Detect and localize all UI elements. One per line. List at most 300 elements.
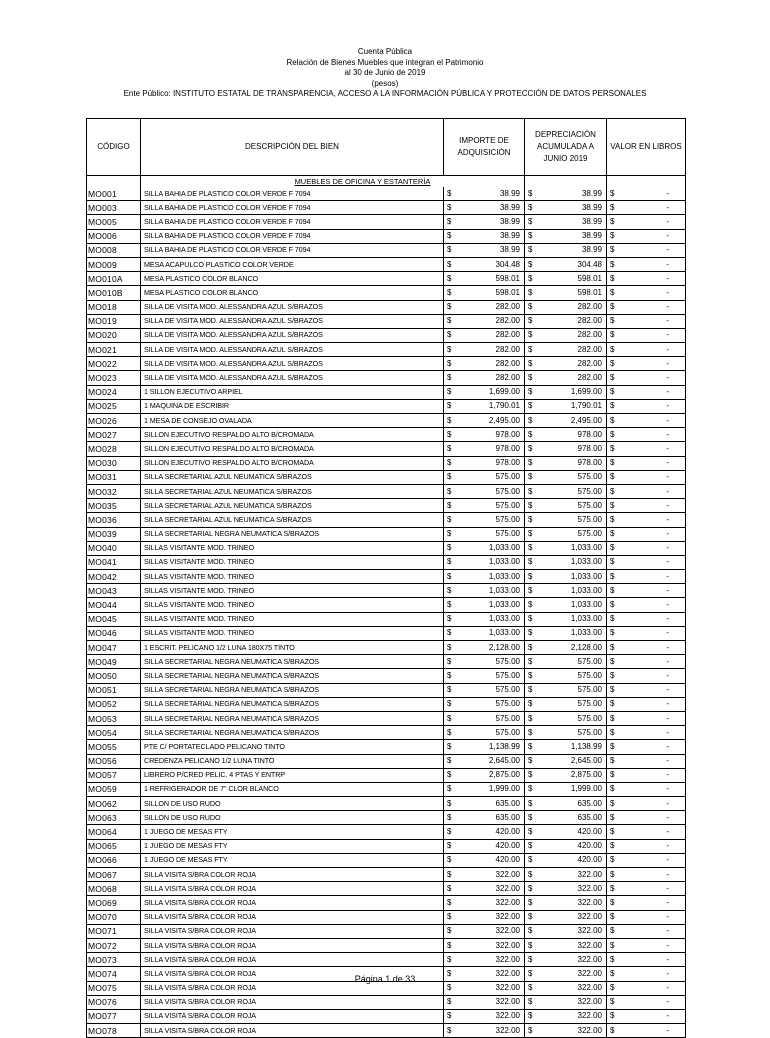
book-value-amount-cell — [607, 229, 686, 243]
table-row — [87, 442, 686, 456]
acquisition-amount: 322.00 — [495, 954, 520, 964]
table-row — [87, 286, 686, 300]
currency-symbol: $ — [610, 387, 615, 397]
asset-code: MO023 — [87, 371, 141, 385]
acquisition-amount: 322.00 — [495, 912, 520, 922]
asset-description: SILLA DE VISITA MOD. ALESSANDRA AZUL S/BRAZOS — [141, 357, 444, 371]
currency-symbol: $ — [447, 997, 452, 1007]
book-value-amount-cell — [607, 669, 686, 683]
currency-symbol: $ — [447, 302, 452, 312]
depreciation-amount: 304.48 — [577, 259, 602, 269]
asset-code: MO040 — [87, 541, 141, 555]
currency-symbol: $ — [610, 571, 615, 581]
table-row — [87, 726, 686, 740]
acquisition-amount: 635.00 — [495, 812, 520, 822]
page-number: Página 1 de 33 — [354, 974, 416, 984]
acquisition-amount-cell — [444, 868, 525, 882]
book-value-amount-cell — [607, 896, 686, 910]
currency-symbol: $ — [610, 458, 615, 468]
acquisition-amount-cell — [444, 825, 525, 839]
table-row — [87, 584, 686, 598]
acquisition-amount: 38.99 — [499, 231, 520, 241]
acquisition-amount-cell — [444, 612, 525, 626]
asset-code: MO009 — [87, 257, 141, 271]
table-row — [87, 924, 686, 938]
book-value-amount: - — [666, 514, 669, 524]
acquisition-amount-cell — [444, 768, 525, 782]
asset-code: MO044 — [87, 598, 141, 612]
currency-symbol: $ — [447, 883, 452, 893]
book-value-amount-cell — [607, 187, 686, 201]
book-value-amount-cell — [607, 442, 686, 456]
currency-symbol: $ — [610, 798, 615, 808]
acquisition-amount: 420.00 — [495, 855, 520, 865]
asset-description: SILLAS VISITANTE MOD. TRINEO — [141, 584, 444, 598]
asset-description: SILLA VISITA S/BRA COLOR ROJA — [141, 896, 444, 910]
book-value-amount: - — [666, 202, 669, 212]
book-value-amount: - — [666, 216, 669, 226]
book-value-amount-cell — [607, 740, 686, 754]
asset-description: SILLA SECRETARIAL NEGRA NEUMATICA S/BRAZOS — [141, 527, 444, 541]
acquisition-amount-cell — [444, 272, 525, 286]
acquisition-amount-cell — [444, 371, 525, 385]
currency-symbol: $ — [528, 543, 533, 553]
book-value-amount: - — [666, 770, 669, 780]
acquisition-amount-cell — [444, 896, 525, 910]
currency-symbol: $ — [610, 670, 615, 680]
book-value-amount: - — [666, 727, 669, 737]
depreciation-amount-cell — [525, 768, 607, 782]
acquisition-amount-cell — [444, 853, 525, 867]
acquisition-amount: 575.00 — [495, 713, 520, 723]
currency-symbol: $ — [528, 727, 533, 737]
asset-code: MO003 — [87, 201, 141, 215]
depreciation-amount: 282.00 — [577, 330, 602, 340]
currency-symbol: $ — [447, 756, 452, 766]
acquisition-amount: 420.00 — [495, 841, 520, 851]
asset-code: MO074 — [87, 967, 141, 981]
depreciation-amount: 575.00 — [577, 727, 602, 737]
table-row — [87, 187, 686, 201]
currency-symbol: $ — [528, 954, 533, 964]
currency-symbol: $ — [447, 642, 452, 652]
acquisition-amount: 322.00 — [495, 997, 520, 1007]
asset-code: MO018 — [87, 300, 141, 314]
asset-description: MESA ACAPULCO PLASTICO COLOR VERDE — [141, 257, 444, 271]
depreciation-amount-cell — [525, 1024, 607, 1038]
asset-description: SILLA BAHIA DE PLASTICO COLOR VERDE F 7094 — [141, 229, 444, 243]
acquisition-amount: 1,033.00 — [488, 585, 520, 595]
depreciation-amount-cell — [525, 300, 607, 314]
depreciation-amount: 322.00 — [577, 997, 602, 1007]
acquisition-amount-cell — [444, 470, 525, 484]
book-value-amount-cell — [607, 513, 686, 527]
asset-description: SILLON EJECUTIVO RESPALDO ALTO B/CROMADA — [141, 442, 444, 456]
depreciation-amount: 575.00 — [577, 685, 602, 695]
currency-symbol: $ — [447, 699, 452, 709]
currency-symbol: $ — [610, 1025, 615, 1035]
currency-symbol: $ — [610, 841, 615, 851]
asset-description: SILLON EJECUTIVO RESPALDO ALTO B/CROMADA — [141, 456, 444, 470]
depreciation-amount-cell — [525, 456, 607, 470]
asset-code: MO075 — [87, 981, 141, 995]
asset-code: MO043 — [87, 584, 141, 598]
book-value-amount-cell — [607, 825, 686, 839]
currency-symbol: $ — [528, 458, 533, 468]
depreciation-amount-cell — [525, 995, 607, 1009]
book-value-amount: - — [666, 756, 669, 766]
acquisition-amount-cell — [444, 343, 525, 357]
depreciation-amount: 575.00 — [577, 529, 602, 539]
currency-symbol: $ — [447, 912, 452, 922]
currency-symbol: $ — [610, 557, 615, 567]
currency-symbol: $ — [528, 897, 533, 907]
book-value-amount-cell — [607, 938, 686, 952]
acquisition-amount: 322.00 — [495, 1025, 520, 1035]
asset-code: MO070 — [87, 910, 141, 924]
currency-symbol: $ — [528, 429, 533, 439]
table-row — [87, 456, 686, 470]
depreciation-amount: 2,495.00 — [570, 415, 602, 425]
currency-symbol: $ — [610, 600, 615, 610]
currency-symbol: $ — [610, 486, 615, 496]
table-row — [87, 399, 686, 413]
depreciation-amount: 38.99 — [581, 202, 602, 212]
table-row — [87, 314, 686, 328]
asset-code: MO059 — [87, 782, 141, 796]
asset-description: SILLA VISITA S/BRA COLOR ROJA — [141, 995, 444, 1009]
asset-code: MO054 — [87, 726, 141, 740]
currency-symbol: $ — [447, 600, 452, 610]
asset-code: MO035 — [87, 499, 141, 513]
book-value-amount-cell — [607, 754, 686, 768]
acquisition-amount-cell — [444, 683, 525, 697]
asset-description: SILLA VISITA S/BRA COLOR ROJA — [141, 882, 444, 896]
book-value-amount-cell — [607, 414, 686, 428]
asset-description: SILLON DE USO RUDO — [141, 797, 444, 811]
asset-description: SILLON DE USO RUDO — [141, 811, 444, 825]
currency-symbol: $ — [447, 358, 452, 368]
book-value-amount: - — [666, 642, 669, 652]
depreciation-amount: 1,699.00 — [570, 387, 602, 397]
currency-symbol: $ — [610, 316, 615, 326]
currency-symbol: $ — [447, 954, 452, 964]
acquisition-amount: 38.99 — [499, 245, 520, 255]
depreciation-amount-cell — [525, 484, 607, 498]
asset-description: SILLA SECRETARIAL NEGRA NEUMATICA S/BRAZOS — [141, 683, 444, 697]
depreciation-amount-cell — [525, 584, 607, 598]
acquisition-amount-cell — [444, 641, 525, 655]
depreciation-amount: 1,033.00 — [570, 543, 602, 553]
book-value-amount: - — [666, 954, 669, 964]
currency-symbol: $ — [528, 529, 533, 539]
depreciation-amount-cell — [525, 371, 607, 385]
table-row — [87, 385, 686, 399]
acquisition-amount: 1,138.99 — [488, 741, 520, 751]
currency-symbol: $ — [447, 202, 452, 212]
depreciation-amount: 978.00 — [577, 429, 602, 439]
acquisition-amount-cell — [444, 328, 525, 342]
currency-symbol: $ — [528, 216, 533, 226]
currency-symbol: $ — [610, 401, 615, 411]
currency-symbol: $ — [610, 529, 615, 539]
table-row — [87, 541, 686, 555]
book-value-amount-cell — [607, 953, 686, 967]
book-value-amount-cell — [607, 527, 686, 541]
currency-symbol: $ — [528, 869, 533, 879]
depreciation-amount: 1,033.00 — [570, 557, 602, 567]
currency-symbol: $ — [610, 344, 615, 354]
currency-symbol: $ — [610, 259, 615, 269]
currency-symbol: $ — [447, 273, 452, 283]
asset-code: MO005 — [87, 215, 141, 229]
book-value-amount: - — [666, 188, 669, 198]
depreciation-amount: 1,790.01 — [570, 401, 602, 411]
currency-symbol: $ — [610, 216, 615, 226]
asset-code: MO050 — [87, 669, 141, 683]
acquisition-amount: 575.00 — [495, 514, 520, 524]
acquisition-amount: 575.00 — [495, 472, 520, 482]
book-value-amount: - — [666, 741, 669, 751]
currency-symbol: $ — [610, 514, 615, 524]
currency-symbol: $ — [447, 614, 452, 624]
book-value-amount-cell — [607, 853, 686, 867]
asset-description: SILLA SECRETARIAL NEGRA NEUMATICA S/BRAZOS — [141, 697, 444, 711]
asset-description: SILLA SECRETARIAL AZUL NEUMATICA S/BRAZOS — [141, 470, 444, 484]
depreciation-amount: 322.00 — [577, 954, 602, 964]
book-value-amount-cell — [607, 782, 686, 796]
currency-symbol: $ — [610, 770, 615, 780]
acquisition-amount-cell — [444, 598, 525, 612]
depreciation-amount-cell — [525, 641, 607, 655]
book-value-amount: - — [666, 585, 669, 595]
currency-symbol: $ — [528, 600, 533, 610]
book-value-amount: - — [666, 926, 669, 936]
book-value-amount-cell — [607, 711, 686, 725]
book-value-amount-cell — [607, 555, 686, 569]
currency-symbol: $ — [528, 656, 533, 666]
currency-symbol: $ — [610, 784, 615, 794]
asset-description: SILLA DE VISITA MOD. ALESSANDRA AZUL S/BRAZOS — [141, 314, 444, 328]
table-row — [87, 868, 686, 882]
table-row — [87, 782, 686, 796]
acquisition-amount-cell — [444, 257, 525, 271]
asset-description: SILLA SECRETARIAL NEGRA NEUMATICA S/BRAZOS — [141, 655, 444, 669]
book-value-amount-cell — [607, 655, 686, 669]
report-units: (pesos) — [371, 78, 399, 88]
depreciation-amount: 322.00 — [577, 897, 602, 907]
depreciation-amount: 282.00 — [577, 344, 602, 354]
depreciation-amount: 2,875.00 — [570, 770, 602, 780]
asset-code: MO024 — [87, 385, 141, 399]
depreciation-amount: 282.00 — [577, 373, 602, 383]
table-row — [87, 641, 686, 655]
depreciation-amount-cell — [525, 527, 607, 541]
asset-code: MO036 — [87, 513, 141, 527]
asset-description: SILLAS VISITANTE MOD. TRINEO — [141, 612, 444, 626]
book-value-amount: - — [666, 869, 669, 879]
currency-symbol: $ — [447, 798, 452, 808]
depreciation-amount-cell — [525, 570, 607, 584]
acquisition-amount: 575.00 — [495, 500, 520, 510]
asset-description: SILLA SECRETARIAL NEGRA NEUMATICA S/BRAZOS — [141, 669, 444, 683]
asset-code: MO064 — [87, 825, 141, 839]
currency-symbol: $ — [528, 1011, 533, 1021]
currency-symbol: $ — [447, 401, 452, 411]
currency-symbol: $ — [528, 1025, 533, 1035]
depreciation-amount-cell — [525, 740, 607, 754]
book-value-amount: - — [666, 273, 669, 283]
depreciation-amount-cell — [525, 399, 607, 413]
table-row — [87, 740, 686, 754]
book-value-amount: - — [666, 784, 669, 794]
acquisition-amount-cell — [444, 484, 525, 498]
book-value-amount: - — [666, 387, 669, 397]
currency-symbol: $ — [528, 756, 533, 766]
currency-symbol: $ — [528, 557, 533, 567]
asset-description: SILLA VISITA S/BRA COLOR ROJA — [141, 967, 444, 981]
depreciation-amount-cell — [525, 782, 607, 796]
depreciation-amount-cell — [525, 442, 607, 456]
book-value-amount: - — [666, 897, 669, 907]
book-value-amount-cell — [607, 768, 686, 782]
acquisition-amount-cell — [444, 215, 525, 229]
book-value-amount: - — [666, 983, 669, 993]
currency-symbol: $ — [447, 585, 452, 595]
book-value-amount-cell — [607, 300, 686, 314]
asset-description: SILLA BAHIA DE PLASTICO COLOR VERDE F 7094 — [141, 187, 444, 201]
acquisition-amount: 1,033.00 — [488, 614, 520, 624]
currency-symbol: $ — [528, 883, 533, 893]
depreciation-amount: 575.00 — [577, 486, 602, 496]
asset-description: MESA PLASTICO COLOR BLANCO — [141, 286, 444, 300]
asset-code: MO072 — [87, 938, 141, 952]
acquisition-amount: 322.00 — [495, 926, 520, 936]
book-value-amount-cell — [607, 428, 686, 442]
book-value-amount-cell — [607, 839, 686, 853]
book-value-amount: - — [666, 614, 669, 624]
acquisition-amount-cell — [444, 754, 525, 768]
acquisition-amount: 598.01 — [495, 287, 520, 297]
currency-symbol: $ — [610, 883, 615, 893]
table-row — [87, 697, 686, 711]
currency-symbol: $ — [528, 670, 533, 680]
depreciation-amount-cell — [525, 754, 607, 768]
acquisition-amount-cell — [444, 513, 525, 527]
acquisition-amount: 282.00 — [495, 358, 520, 368]
depreciation-amount: 282.00 — [577, 302, 602, 312]
table-row — [87, 215, 686, 229]
currency-symbol: $ — [610, 940, 615, 950]
currency-symbol: $ — [528, 443, 533, 453]
book-value-amount: - — [666, 1011, 669, 1021]
currency-symbol: $ — [447, 940, 452, 950]
depreciation-amount: 322.00 — [577, 926, 602, 936]
currency-symbol: $ — [610, 302, 615, 312]
depreciation-amount-cell — [525, 470, 607, 484]
depreciation-amount: 598.01 — [577, 273, 602, 283]
table-row — [87, 711, 686, 725]
asset-description: SILLA DE VISITA MOD. ALESSANDRA AZUL S/BRAZOS — [141, 371, 444, 385]
book-value-amount: - — [666, 401, 669, 411]
book-value-amount: - — [666, 841, 669, 851]
acquisition-amount-cell — [444, 414, 525, 428]
table-row — [87, 1009, 686, 1023]
depreciation-amount-cell — [525, 882, 607, 896]
currency-symbol: $ — [528, 926, 533, 936]
asset-code: MO056 — [87, 754, 141, 768]
book-value-amount: - — [666, 600, 669, 610]
book-value-amount-cell — [607, 272, 686, 286]
depreciation-amount-cell — [525, 697, 607, 711]
acquisition-amount-cell — [444, 385, 525, 399]
currency-symbol: $ — [610, 273, 615, 283]
depreciation-amount-cell — [525, 910, 607, 924]
acquisition-amount-cell — [444, 399, 525, 413]
currency-symbol: $ — [528, 231, 533, 241]
book-value-amount: - — [666, 670, 669, 680]
depreciation-amount-cell — [525, 953, 607, 967]
depreciation-amount: 1,033.00 — [570, 600, 602, 610]
currency-symbol: $ — [528, 614, 533, 624]
currency-symbol: $ — [528, 983, 533, 993]
acquisition-amount: 2,875.00 — [488, 770, 520, 780]
depreciation-amount-cell — [525, 924, 607, 938]
acquisition-amount-cell — [444, 655, 525, 669]
acquisition-amount: 1,790.01 — [488, 401, 520, 411]
table-row — [87, 470, 686, 484]
currency-symbol: $ — [447, 557, 452, 567]
depreciation-amount: 38.99 — [581, 231, 602, 241]
acquisition-amount: 322.00 — [495, 968, 520, 978]
table-row — [87, 882, 686, 896]
acquisition-amount: 322.00 — [495, 983, 520, 993]
currency-symbol: $ — [610, 614, 615, 624]
currency-symbol: $ — [447, 458, 452, 468]
acquisition-amount: 575.00 — [495, 670, 520, 680]
depreciation-amount: 282.00 — [577, 358, 602, 368]
asset-code: MO025 — [87, 399, 141, 413]
acquisition-amount: 575.00 — [495, 699, 520, 709]
currency-symbol: $ — [528, 401, 533, 411]
currency-symbol: $ — [610, 358, 615, 368]
acquisition-amount-cell — [444, 1024, 525, 1038]
currency-symbol: $ — [610, 656, 615, 666]
depreciation-amount-cell — [525, 669, 607, 683]
table-row — [87, 300, 686, 314]
depreciation-amount-cell — [525, 655, 607, 669]
depreciation-amount: 575.00 — [577, 500, 602, 510]
currency-symbol: $ — [610, 926, 615, 936]
asset-code: MO049 — [87, 655, 141, 669]
asset-code: MO062 — [87, 797, 141, 811]
depreciation-amount-cell — [525, 896, 607, 910]
depreciation-amount: 2,645.00 — [570, 756, 602, 766]
currency-symbol: $ — [528, 940, 533, 950]
book-value-amount-cell — [607, 201, 686, 215]
asset-description: 1 JUEGO DE MESAS FTY — [141, 853, 444, 867]
asset-code: MO006 — [87, 229, 141, 243]
acquisition-amount: 304.48 — [495, 259, 520, 269]
currency-symbol: $ — [447, 1025, 452, 1035]
book-value-amount: - — [666, 259, 669, 269]
book-value-amount: - — [666, 827, 669, 837]
acquisition-amount: 282.00 — [495, 330, 520, 340]
depreciation-amount: 322.00 — [577, 1025, 602, 1035]
depreciation-amount-cell — [525, 626, 607, 640]
asset-code: MO021 — [87, 343, 141, 357]
depreciation-amount-cell — [525, 797, 607, 811]
